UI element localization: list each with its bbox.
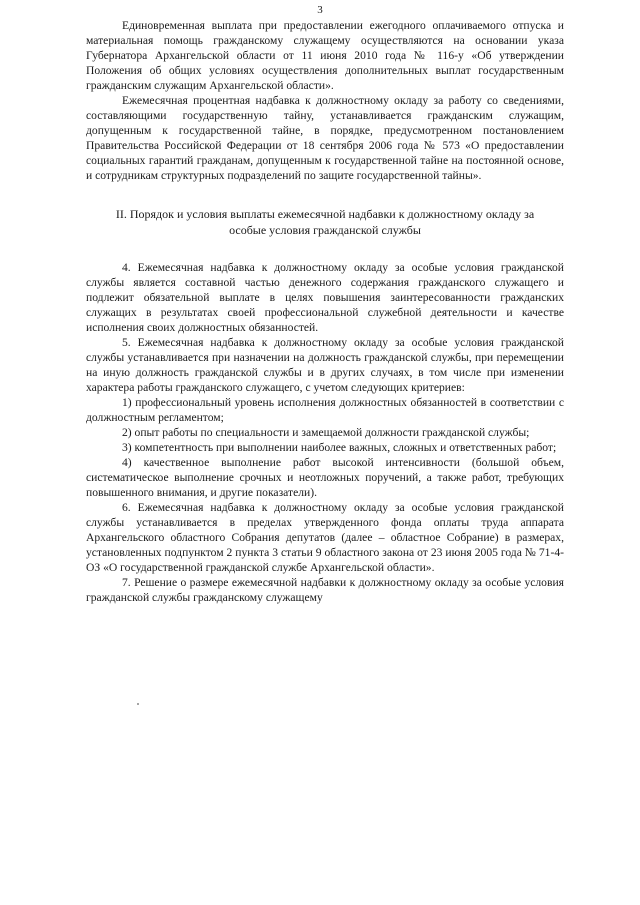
- scan-speck: [137, 703, 139, 705]
- criterion-2: 2) опыт работы по специальности и замещаемой должности гражданской службы;: [122, 426, 530, 439]
- paragraph-item-6: 6. Ежемесячная надбавка к должностному окладу за особые условия гражданской службы устанавливается в пределах утвержденного фонда оплаты труда аппарата Архангельского областного Собрания депутатов (далее – областное Собрание) в размерах, установленных подпунктом 2 пункта 3 статьи 9 областного закона от 23 июня 2005 года № 71-4-ОЗ «О государственной гражданской службе Архангельской области».: [86, 501, 564, 574]
- document-body: [86, 18, 564, 605]
- criterion-1: 1) профессиональный уровень исполнения должностных обязанностей в соответствии с должностным регламентом;: [86, 396, 564, 424]
- section-heading-2: II. Порядок и условия выплаты ежемесячной надбавки к должностному окладу за особые условия гражданской службы: [115, 207, 535, 237]
- page-number: 3: [317, 4, 323, 16]
- paragraph-item-4: 4. Ежемесячная надбавка к должностному окладу за особые условия гражданской службы является составной частью денежного содержания гражданского служащего и подлежит обязательной выплате в целях повышения заинтересованности гражданских служащих в результатах своей профессиональной служебной деятельности и качестве исполнения своих должностных обязанностей.: [86, 261, 564, 334]
- paragraph-state-secret-allowance: Ежемесячная процентная надбавка к должностному окладу за работу со сведениями, составляющими государственную тайну, устанавливается гражданским служащим, допущенным к государственной тайне, в порядке, предусмотренном постановлением Правительства Российской Федерации от 18 сентября 2006 года № 573 «О предоставлении социальных гарантий гражданам, допущенным к государственной тайне на постоянной основе, и сотрудникам структурных подразделений по защите государственной тайны».: [86, 94, 564, 182]
- paragraph-item-7: 7. Решение о размере ежемесячной надбавки к должностному окладу за особые условия гражданской службы гражданскому служащему: [86, 576, 564, 604]
- paragraph-lump-sum-payment: Единовременная выплата при предоставлении ежегодного оплачиваемого отпуска и материальная помощь гражданскому служащему осуществляются на основании указа Губернатора Архангельской области от 11 июня 2010 года № 116-у «Об утверждении Положения об общих условиях осуществления дополнительных выплат государственным гражданским служащим Архангельской области».: [86, 19, 564, 92]
- criterion-4: 4) качественное выполнение работ высокой интенсивности (большой объем, систематическое выполнение срочных и неотложных поручений, а также работ, требующих повышенного внимания, и другие показатели).: [86, 456, 564, 499]
- criterion-3: 3) компетентность при выполнении наиболее важных, сложных и ответственных работ;: [122, 441, 557, 454]
- paragraph-item-5: 5. Ежемесячная надбавка к должностному окладу за особые условия гражданской службы устанавливается при назначении на должность гражданской службы, при перемещении на иную должность гражданской службы и в других случаях, в том числе при изменении характера работы гражданского служащего, с учетом следующих критериев:: [86, 336, 564, 394]
